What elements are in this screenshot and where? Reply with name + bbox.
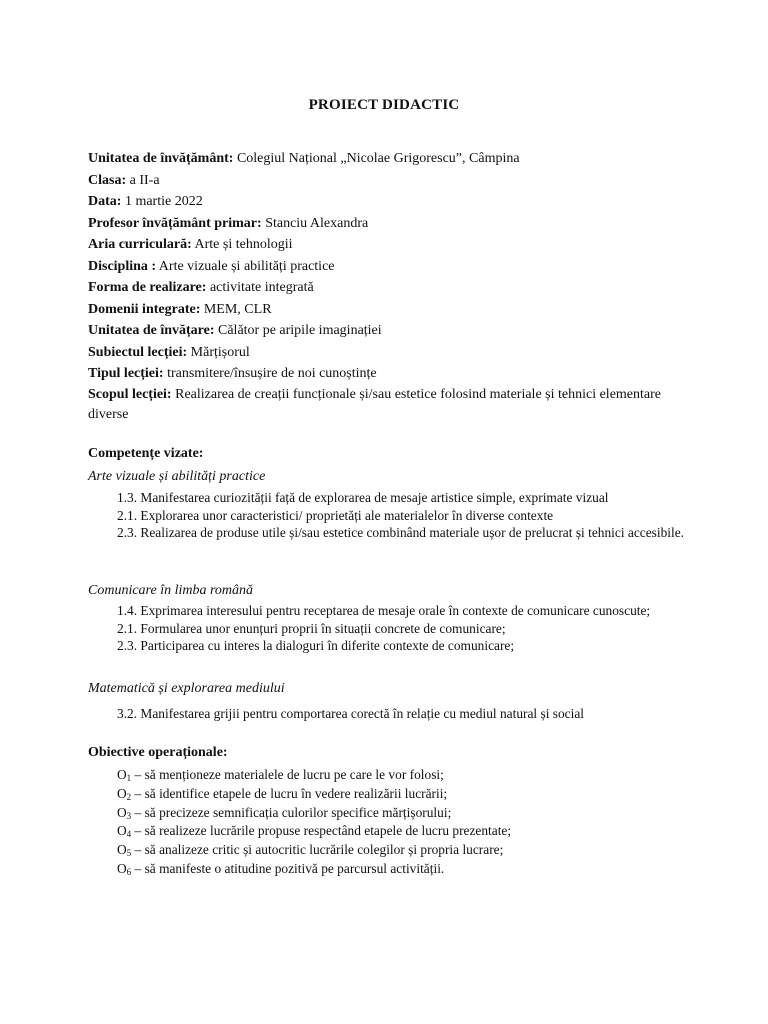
objective-item <box>117 841 511 860</box>
competence-item: 2.3. Realizarea de produse utile și/sau estetice combinând materiale ușor de prelucrat și tehnici accesibile. <box>117 525 685 540</box>
field-discipline <box>88 256 698 278</box>
area-title: Matematică și explorarea mediului <box>88 681 285 696</box>
field-value: Arte vizuale și abilități practice <box>156 258 335 274</box>
objective-letter: O <box>117 823 127 839</box>
competence-item: 2.3. Participarea cu interes la dialoguri în diferite contexte de comunicare; <box>117 638 515 653</box>
objective-letter: O <box>117 842 127 858</box>
objective-index: 6 <box>126 866 132 877</box>
competence-item: 2.1. Explorarea unor caracteristici/ proprietăți ale materialelor în diverse contexte <box>117 507 554 523</box>
field-subject <box>88 342 698 364</box>
field-label: Domenii integrate: <box>88 301 201 317</box>
competence-item: 2.1. Formularea unor enunțuri proprii în situații concrete de comunicare; <box>117 620 506 636</box>
objective-letter: O <box>117 785 127 801</box>
field-unit <box>88 320 698 342</box>
objective-item <box>117 804 511 823</box>
field-value: Realizarea de creații funcționale și/sau estetice folosind materiale și tehnici elementare diverse <box>88 386 661 422</box>
competence-list <box>117 489 697 542</box>
objective-index: 1 <box>126 773 132 783</box>
competence-list <box>117 705 697 723</box>
objectives-heading: Obiective operaționale: <box>88 745 228 760</box>
objective-index: 5 <box>126 848 132 859</box>
field-class <box>88 170 698 192</box>
objective-text: – să menționeze materialele de lucru pe care le vor folosi; <box>131 767 444 782</box>
objective-text: – să identifice etapele de lucru în vedere realizării lucrării; <box>131 785 448 801</box>
objective-letter: O <box>117 767 127 782</box>
field-label: Aria curriculară: <box>88 237 192 252</box>
objective-text: – să precizeze semnificația culorilor specifice mărțișorului; <box>131 804 452 820</box>
field-form <box>88 277 698 299</box>
field-curricular-area <box>88 234 698 256</box>
field-label: Unitatea de învățământ: <box>88 151 234 166</box>
field-school <box>88 148 698 170</box>
objective-item <box>117 860 511 879</box>
field-lesson-type <box>88 363 698 385</box>
field-value: MEM, CLR <box>200 301 272 317</box>
objective-text: – să analizeze critic și autocritic lucrările colegilor și propria lucrare; <box>131 842 504 858</box>
field-value: Arte și tehnologii <box>191 237 293 252</box>
objective-text: – să realizeze lucrările propuse respectând etapele de lucru prezentate; <box>131 823 512 839</box>
field-label: Subiectul lecției: <box>88 344 188 360</box>
lesson-info <box>88 148 698 425</box>
objectives-list <box>117 766 511 879</box>
field-value: a II-a <box>126 172 160 188</box>
field-value: Călător pe aripile imaginației <box>214 323 382 338</box>
field-label: Tipul lecției: <box>88 366 164 381</box>
field-value: Colegiul Național „Nicolae Grigorescu”, Câmpina <box>233 151 520 166</box>
field-label: Disciplina : <box>88 258 157 274</box>
objective-item <box>117 785 511 804</box>
objective-index: 4 <box>126 829 132 840</box>
competence-item: 1.3. Manifestarea curiozității față de explorarea de mesaje artistice simple, exprimate vizual <box>117 490 609 505</box>
field-date <box>88 191 698 213</box>
objective-index: 2 <box>126 791 132 802</box>
field-value: Mărțișorul <box>187 344 250 360</box>
area-title: Comunicare în limba română <box>88 583 254 598</box>
objective-letter: O <box>117 860 127 876</box>
competences-heading: Competențe vizate: <box>88 446 204 461</box>
field-label: Clasa: <box>88 172 127 188</box>
objective-index: 3 <box>126 810 132 821</box>
field-label: Data: <box>88 194 122 209</box>
area-title: Arte vizuale și abilități practice <box>88 469 266 484</box>
objective-letter: O <box>117 804 127 820</box>
field-label: Forma de realizare: <box>88 280 207 295</box>
objective-item <box>117 766 511 785</box>
competence-list <box>117 602 697 655</box>
objective-item <box>117 822 511 841</box>
field-value: 1 martie 2022 <box>121 194 203 209</box>
field-purpose <box>88 385 698 425</box>
field-domains <box>88 299 698 321</box>
field-label: Unitatea de învățare: <box>88 323 215 338</box>
field-label: Profesor învățământ primar: <box>88 215 262 231</box>
field-value: activitate integrată <box>206 280 314 295</box>
field-teacher <box>88 213 698 235</box>
competence-item: 1.4. Exprimarea interesului pentru receptarea de mesaje orale în contexte de comunicare cunoscute; <box>117 603 651 618</box>
field-value: transmitere/însușire de noi cunoștințe <box>163 366 377 381</box>
document-title: PROIECT DIDACTIC <box>308 97 460 113</box>
field-label: Scopul lecției: <box>88 386 172 402</box>
field-value: Stanciu Alexandra <box>261 215 369 231</box>
competence-item: 3.2. Manifestarea grijii pentru comportarea corectă în relație cu mediul natural și social <box>117 706 584 721</box>
objective-text: – să manifeste o atitudine pozitivă pe parcursul activității. <box>131 860 445 876</box>
